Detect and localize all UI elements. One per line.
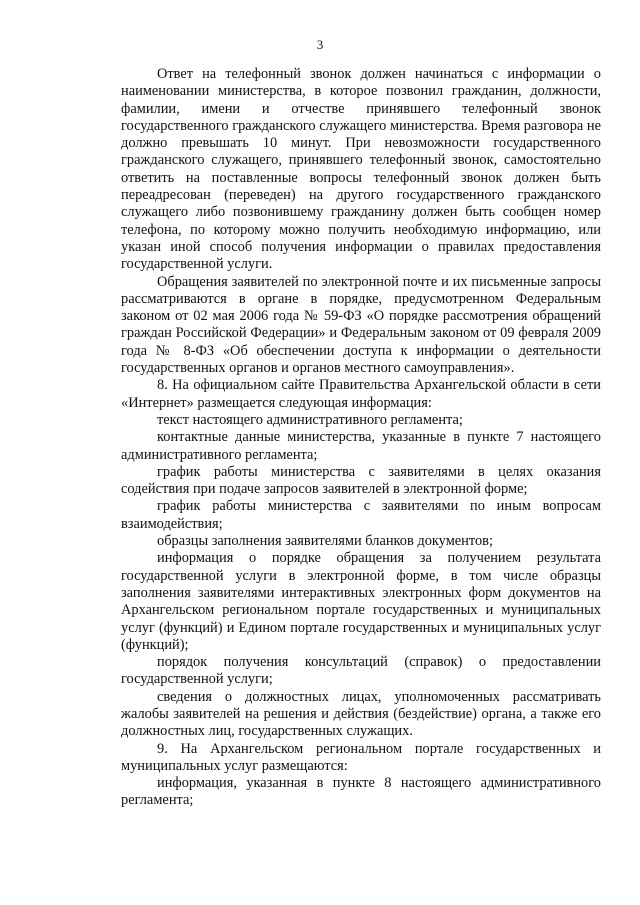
paragraph-item-8-info: информация, указанная в пункте 8 настоящего административного регламента; (121, 775, 601, 809)
paragraph-schedule-other: график работы министерства с заявителями по иным вопросам взаимодействия; (121, 498, 601, 532)
paragraph-electronic-procedure: информация о порядке обращения за получением результата государственной услуги в электронной форме, в том числе образцы заполнения заявителями интерактивных электронных форм документов на Архангельском региональном портале государственных и муниципальных услуг (функций) и Едином портале государственных и муниципальных услуг (функций); (121, 550, 601, 653)
document-body (121, 66, 601, 810)
paragraph-item-8: 8. На официальном сайте Правительства Архангельской области в сети «Интернет» размещается следующая информация: (121, 377, 601, 411)
paragraph-item-9: 9. На Архангельском региональном портале государственных и муниципальных услуг размещаются: (121, 740, 601, 774)
paragraph-email-requests: Обращения заявителей по электронной почте и их письменные запросы рассматриваются в органе в порядке, предусмотренном Федеральным законом от 02 мая 2006 года № 59-ФЗ «О порядке рассмотрения обращений граждан Российской Федерации» и Федеральным законом от 09 февраля 2009 года № 8-ФЗ «Об обеспечении доступа к информации о деятельности государственных органов и органов местного самоуправления». (121, 273, 601, 377)
paragraph-contact-data: контактные данные министерства, указанные в пункте 7 настоящего административного регламента; (121, 429, 601, 463)
paragraph-schedule-electronic: график работы министерства с заявителями в целях оказания содействия при подаче запросов заявителей в электронной форме; (121, 463, 601, 498)
paragraph-officials: сведения о должностных лицах, уполномоченных рассматривать жалобы заявителей на решения и действия (бездействие) органа, а также его должностных лиц, государственных служащих. (121, 688, 601, 740)
paragraph-phone-answer: Ответ на телефонный звонок должен начинаться с информации о наименовании министерства, в которое позвонил гражданин, должности, фамилии, имени и отчестве принявшего телефонный звонок государственного гражданского служащего министерства. Время разговора не должно превышать 10 минут. При невозможности государственного гражданского служащего, принявшего телефонный звонок, самостоятельно ответить на поставленные вопросы телефонный звонок должен быть переадресован (переведен) на другого государственного гражданского служащего либо позвонившему гражданину должен быть сообщен номер телефона, по которому можно получить необходимую информацию, или указан иной способ получения информации о правилах предоставления государственной услуги. (121, 66, 601, 273)
paragraph-consultations: порядок получения консультаций (справок) о предоставлении государственной услуги; (121, 654, 601, 688)
paragraph-form-samples: образцы заполнения заявителями бланков документов; (157, 533, 493, 550)
page-number: 3 (316, 37, 324, 52)
paragraph-regulation-text: текст настоящего административного регламента; (157, 411, 463, 428)
